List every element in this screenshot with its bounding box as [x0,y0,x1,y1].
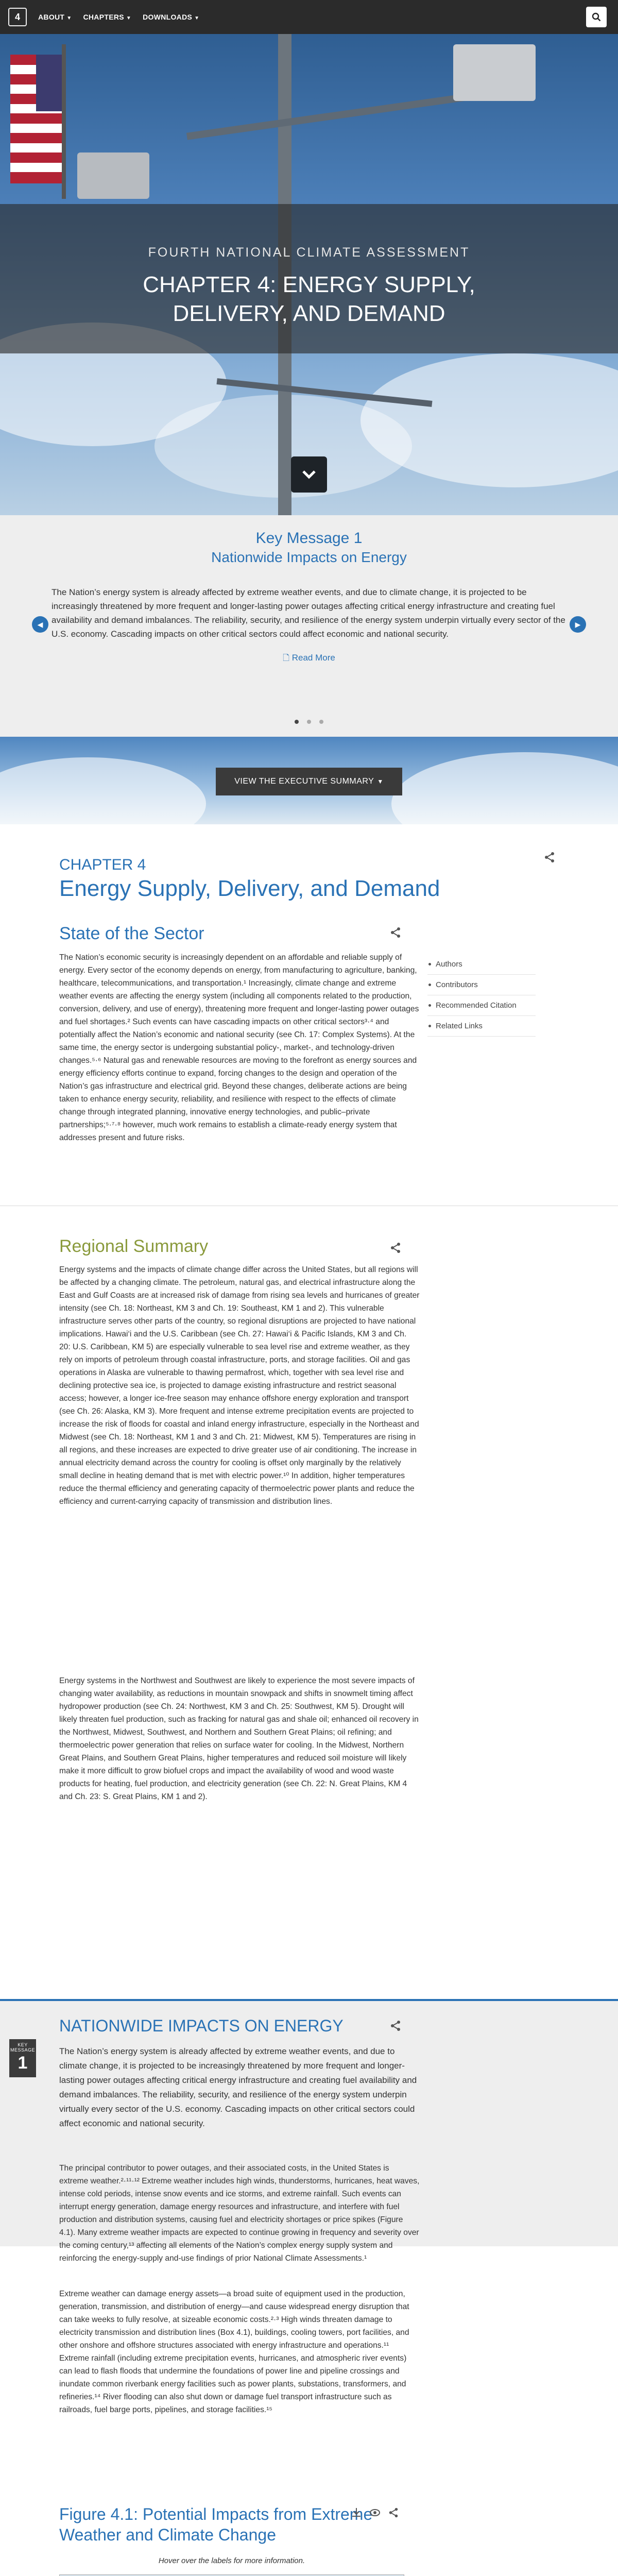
share-icon[interactable] [388,2507,399,2518]
state-of-sector-body: The Nation’s economic security is increasingly dependent on an affordable and reliable supply of energy. Every sector of the economy depends on energy, from manufacturing to agriculture, banking, healthcare, telecommunications, and transportation.¹ Increasingly, climate change and extreme weather events are affecting the energy system (including all components related to the production, conversion, delivery, and use of energy), threatening more frequent and longer-lasting power outages and fuel shortages.² Such events can have cascading impacts on other critical sectors³·⁴ and potentially affect the Nation’s economic and national security (see Ch. 17: Complex Systems). At the same time, the energy sector is undergoing substantial policy-, market-, and technology-driven changes.⁵·⁶ Natural gas and renewable resources are moving to the forefront as energy sources and energy efficiency efforts continue to expand, forcing changes to the design and operation of the Nation’s gas infrastructure and electrical grid. Beyond these changes, deliberate actions are being taken to enhance energy security, reliability, and resilience with respect to the effects of climate change through integrated planning, innovative energy technologies, and public–private partnerships;⁵·⁷·⁸ however, much work remains to establish a climate-ready energy system that addresses present and future risks. [59,953,419,1142]
carousel-dot[interactable] [295,720,299,724]
nav-downloads-label: DOWNLOADS [143,13,193,21]
carousel-prev-button[interactable] [32,616,48,633]
search-icon [592,12,601,22]
regional-summary-paragraph-1: Energy systems and the impacts of climate change differ across the United States, but all regions will be affected by a changing climate. The petroleum, natural gas, and electrical infrastructure along the East and Gulf Coasts are at increased risk of damage from rising sea levels and hurricanes of greater intensity (see Ch. 18: Northeast, KM 3 and Ch. 19: Southeast, KM 1 and 2). This vulnerable infrastructure serves other parts of the country, so regional disruptions are projected to have national implications. Hawai‘i and the U.S. Caribbean (see Ch. 27: Hawai‘i & Pacific Islands, KM 3 and Ch. 20: U.S. Caribbean, KM 5) are especially vulnerable to sea level rise and extreme weather, as they rely on imports of petroleum through coastal infrastructure, ports, and storage facilities. Oil and gas operations in Alaska are vulnerable to thawing permafrost, which, together with sea level rise and declining protective sea ice, is projected to damage existing infrastructure and restrict seasonal access; however, a longer ice-free season may enhance offshore energy exploration and transport (see Ch. 26: Alaska, KM 3). More frequent and intense extreme precipitation events are projected to increase the risk of floods for coastal and inland energy infrastructure, especially in the Northeast and Midwest (see Ch. 18: Northeast, KM 1 and 3 and Ch. 21: Midwest, KM 5). Temperatures are rising in all regions, and these increases are expected to drive greater use of air conditioning. The increase in annual electricity demand across the country for cooling is offset only marginally by the relatively small decline in heating demand that is met with electric power.¹⁰ In addition, higher temperatures reduce the thermal efficiency and generating capacity of thermoelectric power plants and reduce the efficiency and current-carrying capacity of transmission and distribution lines. [59,1265,420,1506]
key-message-subtitle: Nationwide Impacts on Energy [211,549,407,565]
figure-hover-hint: Hover over the labels for more information. [158,2556,305,2565]
share-icon[interactable] [389,2020,402,2032]
carousel-dot[interactable] [319,720,323,724]
executive-summary-label: VIEW THE EXECUTIVE SUMMARY [234,777,374,786]
state-of-sector-title: State of the Sector [59,924,204,943]
share-icon[interactable] [389,1242,402,1254]
download-icon[interactable] [351,2507,362,2518]
carousel-next-button[interactable] [570,616,586,633]
key-message-body: The Nation’s energy system is already affected by extreme weather events, and due to climate change, it is projected to be increasingly threatened by more frequent and longer-lasting power outages affecting critical energy infrastructure and creating fuel availability and demand imbalances. The reliability, security, and resilience of the energy system underpin virtually every sector of the U.S. economy. Cascading impacts on other critical sectors could affect economic and national security. [52,587,565,639]
details-paragraph-1: The principal contributor to power outages, and their associated costs, in the United States is extreme weather.²·¹¹·¹² Extreme weather includes high winds, thunderstorms, hurricanes, heat waves, intense cold periods, intense snow events and ice storms, and extreme rainfall. Such events can interrupt energy generation, damage energy resources and infrastructure, and interfere with fuel production and distribution systems, causing fuel and electricity shortages or price spikes (Figure 4.1). Many extreme weather impacts are expected to continue growing in frequency and severity over the coming century,¹³ affecting all elements of the Nation’s complex energy supply system and reinforcing the energy-supply and-use findings of prior National Climate Assessments.¹ [59,2164,420,2263]
chevron-right-icon: ▶ [575,620,581,629]
chevron-down-icon: ▼ [126,15,132,21]
hero-title-band [0,204,618,353]
scroll-down-button[interactable] [291,456,327,493]
key-message-badge-number: 1 [18,2053,28,2073]
regional-summary-paragraph-2: Energy systems in the Northwest and Southwest are likely to experience the most severe impacts of changing water availability, as reductions in mountain snowpack and shifts in snowmelt timing affect hydropower production (see Ch. 24: Northwest, KM 3 and Ch. 25: Southwest, KM 5). Drought will likely threaten fuel production, such as fracking for natural gas and shale oil; enhanced oil recovery in the Northwest, Midwest, Southwest, and Northern and Southern Great Plains; oil refining; and thermoelectric power generation that relies on surface water for cooling. In the Midwest, Northern Great Plains, and Southern Great Plains, higher temperatures and reduced soil moisture will likely make it more difficult to grow biofuel crops and impact the availability of wood and wood waste products for heating, fuel production, and electricity generation (see Ch. 22: N. Great Plains, KM 4 and Ch. 23: S. Great Plains, KM 1 and 2). [59,1676,419,1801]
toc-link-authors[interactable]: Authors [427,954,536,975]
key-message-title: Key Message 1 [255,530,363,547]
chevron-down-icon: ▼ [194,15,200,21]
chevron-down-icon [301,469,317,480]
read-more-link[interactable] [0,652,618,666]
chevron-left-icon: ◀ [37,620,43,629]
key-message-badge [9,2039,36,2077]
hero-title-line1: CHAPTER 4: ENERGY SUPPLY, [143,272,475,297]
key-message-badge-label: KEY MESSAGE [10,2042,35,2053]
details-paragraph-2: Extreme weather can damage energy assets—a broad suite of equipment used in the production, generation, transmission, and distribution of energy—and cause widespread energy disruption that can take weeks to fully resolve, at sizeable economic costs.²·³ High winds threaten damage to electricity transmission and distribution lines (Box 4.1), buildings, cooling towers, port facilities, and other onshore and offshore structures associated with energy infrastructure and operations.¹¹ Extreme rainfall (including extreme precipitation events, hurricanes, and atmospheric river events) can lead to flash floods that undermine the foundations of power line and pipeline crossings and inundate common riverbank energy facilities such as power plants, substations, transformers, and refineries.¹⁴ River flooding can also shut down or damage fuel transport infrastructure such as railroads, fuel barge ports, pipelines, and storage facilities.¹⁵ [59,2290,409,2414]
chevron-down-icon: ▼ [66,15,72,21]
share-icon[interactable] [389,926,402,939]
nav-downloads[interactable] [143,13,199,21]
hero-super-title: FOURTH NATIONAL CLIMATE ASSESSMENT [148,245,470,260]
carousel-dots [0,717,618,726]
executive-summary-strip [0,737,618,824]
figure-4-1 [59,2504,404,2576]
nav-about-label: ABOUT [38,13,65,21]
nca4-logo[interactable]: 4 [8,8,27,26]
figure-tools [351,2507,399,2518]
toc-link-recommended-citation[interactable]: Recommended Citation [427,995,536,1016]
eye-icon[interactable] [369,2507,381,2518]
american-flag-image [10,55,62,183]
toc-link-contributors[interactable]: Contributors [427,975,536,995]
nationwide-impacts-title: NATIONWIDE IMPACTS ON ENERGY [59,2016,344,2035]
toc-link-related-links[interactable]: Related Links [427,1016,536,1037]
figure-title: Figure 4.1: Potential Impacts from Extreme Weather and Climate Change [59,2505,373,2544]
view-executive-summary-button[interactable] [216,768,402,795]
top-navbar [0,0,618,34]
chapter-label: CHAPTER 4 [59,856,146,873]
share-icon[interactable] [543,851,556,863]
nav-chapters-label: CHAPTERS [83,13,124,21]
chevron-down-icon: ▼ [377,778,384,785]
carousel-dot[interactable] [307,720,311,724]
document-icon: 🗋 [283,654,290,663]
chapter-side-links [427,954,536,1037]
hero-title [0,270,618,328]
nationwide-impacts-body: The Nation’s energy system is already affected by extreme weather events, and due to climate change, it is projected to be increasingly threatened by more frequent and longer-lasting power outages affecting critical energy infrastructure and creating fuel availability and demand imbalances. The reliability, security, and resilience of the energy system underpin virtually every sector of the U.S. economy. Cascading impacts on other critical sectors could affect economic and national security. [59,2046,417,2128]
nav-about[interactable] [38,13,72,21]
hero-banner [0,34,618,515]
read-more-label: Read More [291,653,335,663]
search-button[interactable] [586,7,607,27]
hero-title-line2: DELIVERY, AND DEMAND [173,301,445,326]
key-message-carousel [0,515,618,737]
regional-summary-title: Regional Summary [59,1236,209,1256]
nav-chapters[interactable] [83,13,131,21]
chapter-title: Energy Supply, Delivery, and Demand [59,876,440,901]
